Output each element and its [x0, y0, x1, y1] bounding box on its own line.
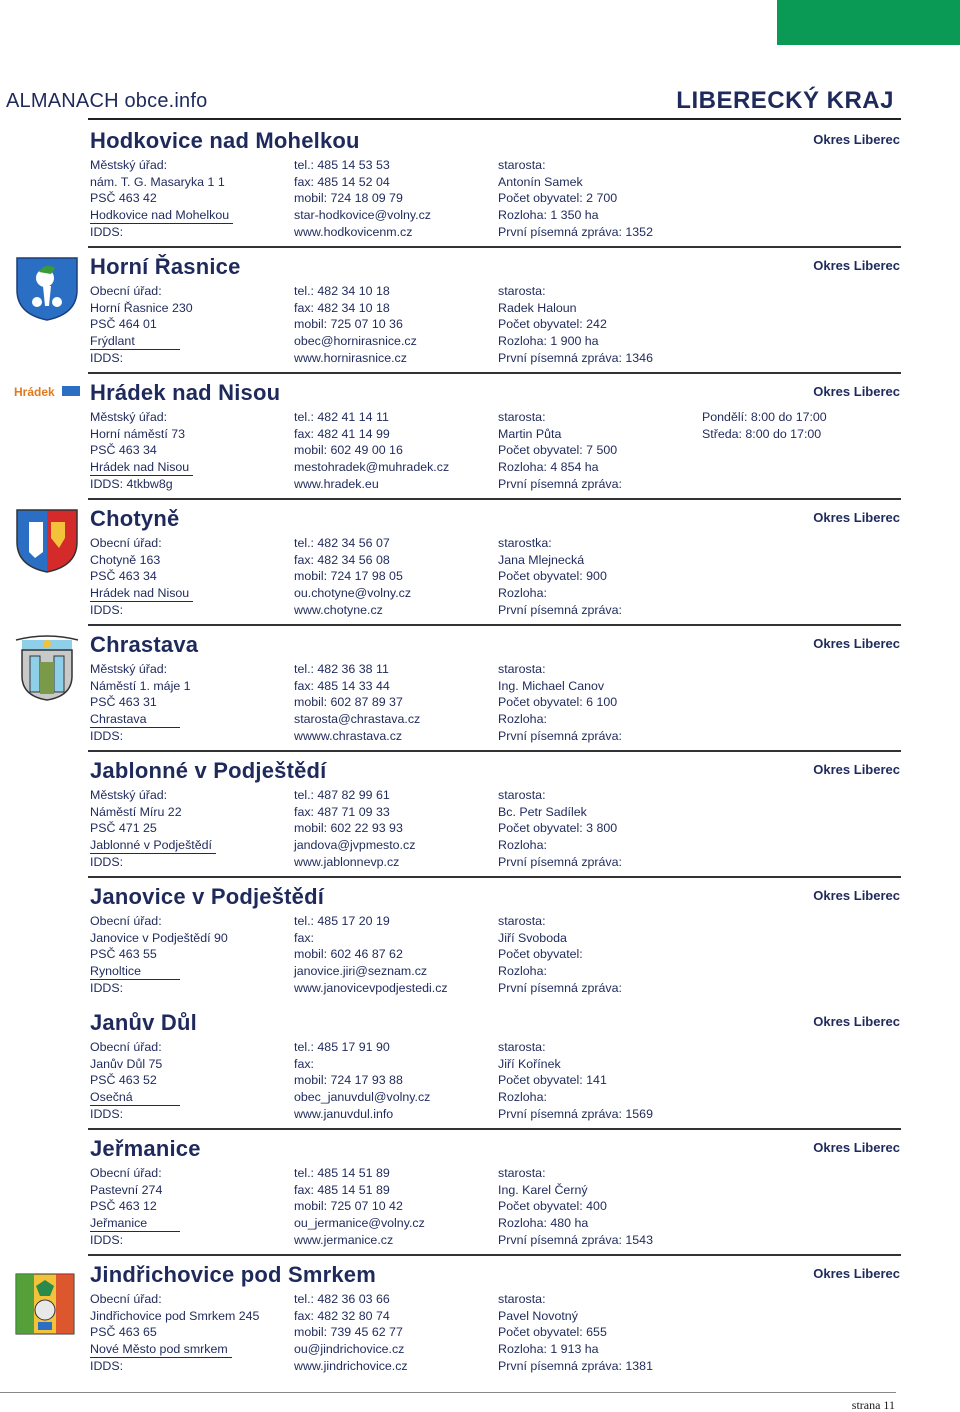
phone: tel.: 487 82 99 61 — [294, 788, 390, 802]
area: Rozloha: 480 ha — [498, 1216, 589, 1231]
phone: tel.: 482 36 38 11 — [294, 662, 389, 676]
contact-column — [294, 913, 494, 996]
entry-rule — [88, 876, 901, 878]
area: Rozloha: 1 350 ha — [498, 208, 599, 223]
street: Chotyně 163 — [90, 552, 161, 567]
address-column — [90, 409, 280, 492]
top-accent-bar — [777, 0, 960, 45]
mayor-label: starostka: — [498, 536, 552, 550]
postal-code: PSČ 464 01 — [90, 317, 157, 332]
entry-okres: Okres Liberec — [813, 384, 900, 399]
info-column — [498, 1165, 698, 1248]
page-number: strana 11 — [851, 1398, 895, 1412]
phone: tel.: 482 34 56 07 — [294, 536, 390, 550]
entry-horni-rasnice — [0, 246, 960, 372]
entry-januv-dul — [0, 1002, 960, 1128]
web-link[interactable]: www.hodkovicenm.cz — [294, 224, 413, 239]
mobile: mobil: 725 07 10 42 — [294, 1199, 403, 1214]
entry-jablonne — [0, 750, 960, 876]
town-logo-icon — [12, 380, 82, 402]
info-column — [498, 1291, 698, 1374]
mayor-name: Antonín Samek — [498, 174, 583, 189]
post-office: Jablonné v Podještědí — [90, 838, 216, 854]
mayor-name: Radek Haloun — [498, 300, 577, 315]
mobile: mobil: 602 46 87 62 — [294, 947, 403, 962]
email-link[interactable]: obec_januvdul@volny.cz — [294, 1090, 431, 1105]
area: Rozloha: 1 900 ha — [498, 334, 599, 349]
entry-hradek — [0, 372, 960, 498]
entry-name: Hrádek nad Nisou — [90, 380, 281, 405]
entry-rule — [88, 1254, 901, 1256]
almanach-title: ALMANACH obce.info — [6, 90, 208, 112]
address-column — [90, 157, 280, 240]
mobile: mobil: 602 49 00 16 — [294, 443, 403, 458]
mayor-name: Pavel Novotný — [498, 1308, 578, 1323]
contact-column — [294, 535, 494, 618]
office-type: Obecní úřad: — [90, 1292, 162, 1306]
mayor-label: starosta: — [498, 158, 546, 172]
mayor-label: starosta: — [498, 914, 546, 928]
entry-janovice — [0, 876, 960, 1002]
idds: IDDS: 4tkbw8g — [90, 476, 173, 491]
entry-okres: Okres Liberec — [813, 636, 900, 651]
email-link[interactable]: ou.chotyne@volny.cz — [294, 586, 412, 601]
area: Rozloha: — [498, 964, 547, 979]
entry-name: Hodkovice nad Mohelkou — [90, 128, 360, 153]
entry-name: Horní Řasnice — [90, 254, 241, 279]
idds: IDDS: — [90, 1106, 124, 1121]
fax: fax: 482 34 56 08 — [294, 552, 390, 567]
area: Rozloha: — [498, 586, 547, 601]
entry-okres: Okres Liberec — [813, 258, 900, 273]
idds: IDDS: — [90, 1358, 124, 1373]
footer-rule — [0, 1392, 896, 1393]
population: Počet obyvatel: 655 — [498, 1325, 607, 1340]
contact-column — [294, 1039, 494, 1122]
postal-code: PSČ 463 34 — [90, 443, 157, 458]
address-column — [90, 535, 280, 618]
coat-of-arms-icon — [15, 256, 79, 322]
phone: tel.: 482 34 10 18 — [294, 284, 390, 298]
office-type: Obecní úřad: — [90, 536, 162, 550]
phone: tel.: 485 14 53 53 — [294, 158, 390, 172]
address-column — [90, 1291, 280, 1374]
entry-rule — [88, 498, 901, 500]
email-link[interactable]: ou@jindrichovice.cz — [294, 1342, 405, 1357]
idds: IDDS: — [90, 980, 124, 995]
entry-okres: Okres Liberec — [813, 1266, 900, 1281]
info-column — [498, 1039, 698, 1122]
info-column — [498, 913, 698, 996]
mayor-name: Jiří Kořínek — [498, 1056, 561, 1071]
entry-name: Jablonné v Podještědí — [90, 758, 327, 783]
entry-okres: Okres Liberec — [813, 888, 900, 903]
fax: fax: 482 32 80 74 — [294, 1308, 390, 1323]
population: Počet obyvatel: 3 800 — [498, 821, 618, 836]
post-office: Rynoltice — [90, 964, 180, 980]
office-hours-column — [702, 409, 902, 442]
info-column — [498, 157, 698, 240]
population: Počet obyvatel: 7 500 — [498, 443, 618, 458]
population: Počet obyvatel: 6 100 — [498, 695, 618, 710]
post-office: Chrastava — [90, 712, 180, 728]
area: Rozloha: 1 913 ha — [498, 1342, 599, 1357]
area: Rozloha: 4 854 ha — [498, 460, 599, 475]
idds: IDDS: — [90, 350, 124, 365]
mobile: mobil: 602 87 89 37 — [294, 695, 403, 710]
address-column — [90, 283, 280, 366]
entry-name: Janovice v Podještědí — [90, 884, 325, 909]
first-mention: První písemná zpráva: — [498, 476, 622, 491]
mobile: mobil: 724 17 98 05 — [294, 569, 403, 584]
address-column — [90, 913, 280, 996]
fax: fax: 485 14 33 44 — [294, 678, 390, 693]
email-link[interactable]: ou_jermanice@volny.cz — [294, 1216, 425, 1231]
phone: tel.: 485 17 20 19 — [294, 914, 390, 928]
first-mention: První písemná zpráva: — [498, 602, 622, 617]
postal-code: PSČ 471 25 — [90, 821, 157, 836]
office-type: Obecní úřad: — [90, 284, 162, 298]
first-mention: První písemná zpráva: 1352 — [498, 224, 653, 239]
population: Počet obyvatel: 141 — [498, 1073, 607, 1088]
web-link[interactable]: www.chotyne.cz — [294, 602, 383, 617]
post-office: Hrádek nad Nisou — [90, 460, 193, 476]
post-office: Hodkovice nad Mohelkou — [90, 208, 233, 224]
entry-okres: Okres Liberec — [813, 762, 900, 777]
entry-rule — [88, 750, 901, 752]
first-mention: První písemná zpráva: 1381 — [498, 1358, 653, 1373]
first-mention: První písemná zpráva: — [498, 728, 622, 743]
street: nám. T. G. Masaryka 1 1 — [90, 174, 225, 189]
population: Počet obyvatel: 2 700 — [498, 191, 618, 206]
contact-column — [294, 1165, 494, 1248]
post-office: Hrádek nad Nisou — [90, 586, 193, 602]
web-link[interactable]: www.jablonnevp.cz — [294, 854, 400, 869]
mayor-label: starosta: — [498, 1292, 546, 1306]
area: Rozloha: — [498, 1090, 547, 1105]
office-hours-monday: Pondělí: 8:00 do 17:00 — [702, 410, 827, 424]
entry-okres: Okres Liberec — [813, 1140, 900, 1155]
web-link[interactable]: www.januvdul.info — [294, 1106, 394, 1121]
office-type: Městský úřad: — [90, 662, 168, 676]
info-column — [498, 283, 698, 366]
street: Horní Řasnice 230 — [90, 300, 193, 315]
web-link[interactable]: www.jindrichovice.cz — [294, 1358, 408, 1373]
post-office: Osečná — [90, 1090, 180, 1106]
entry-chrastava — [0, 624, 960, 750]
contact-column — [294, 787, 494, 870]
street: Náměstí Míru 22 — [90, 804, 182, 819]
fax: fax: 482 41 14 99 — [294, 426, 390, 441]
contact-column — [294, 157, 494, 240]
entry-name: Chrastava — [90, 632, 199, 657]
web-link[interactable]: www.janovicevpodjestedi.cz — [294, 980, 448, 995]
post-office: Frýdlant — [90, 334, 180, 350]
email-link[interactable]: star-hodkovice@volny.cz — [294, 208, 431, 223]
first-mention: První písemná zpráva: 1346 — [498, 350, 653, 365]
postal-code: PSČ 463 12 — [90, 1199, 157, 1214]
entry-rule — [88, 1128, 901, 1130]
office-type: Městský úřad: — [90, 788, 168, 802]
entry-jermanice — [0, 1128, 960, 1254]
office-type: Městský úřad: — [90, 410, 168, 424]
area: Rozloha: — [498, 712, 547, 727]
phone: tel.: 485 14 51 89 — [294, 1166, 390, 1180]
street: Janův Důl 75 — [90, 1056, 163, 1071]
population: Počet obyvatel: 242 — [498, 317, 607, 332]
info-column — [498, 787, 698, 870]
post-office: Nové Město pod smrkem — [90, 1342, 232, 1358]
email-link[interactable]: jandova@jvpmesto.cz — [294, 838, 416, 853]
logo-text: Hrádek — [14, 385, 55, 399]
phone: tel.: 482 36 03 66 — [294, 1292, 390, 1306]
office-type: Městský úřad: — [90, 158, 168, 172]
email-link[interactable]: starosta@chrastava.cz — [294, 712, 421, 727]
mayor-name: Jana Mlejnecká — [498, 552, 585, 567]
phone: tel.: 482 41 14 11 — [294, 410, 389, 424]
entry-rule — [88, 624, 901, 626]
contact-column — [294, 283, 494, 366]
mobile: mobil: 602 22 93 93 — [294, 821, 403, 836]
fax: fax: 482 34 10 18 — [294, 300, 390, 315]
idds: IDDS: — [90, 728, 124, 743]
contact-column — [294, 1291, 494, 1374]
email-link[interactable]: mestohradek@muhradek.cz — [294, 460, 450, 475]
fax: fax: — [294, 1056, 314, 1071]
entry-okres: Okres Liberec — [813, 510, 900, 525]
idds: IDDS: — [90, 602, 124, 617]
coat-of-arms-icon — [14, 632, 80, 702]
info-column — [498, 535, 698, 618]
office-type: Obecní úřad: — [90, 914, 162, 928]
contact-column — [294, 409, 494, 492]
entry-name: Jeřmanice — [90, 1136, 201, 1161]
mayor-label: starosta: — [498, 1040, 546, 1054]
mayor-label: starosta: — [498, 788, 546, 802]
web-link[interactable]: www.hradek.eu — [294, 476, 379, 491]
street: Horní náměstí 73 — [90, 426, 186, 441]
address-column — [90, 787, 280, 870]
mayor-name: Jiří Svoboda — [498, 930, 567, 945]
fax: fax: 487 71 09 33 — [294, 804, 390, 819]
office-type: Obecní úřad: — [90, 1166, 162, 1180]
mayor-name: Ing. Michael Canov — [498, 678, 605, 693]
idds: IDDS: — [90, 1232, 124, 1247]
info-column — [498, 661, 698, 744]
mobile: mobil: 725 07 10 36 — [294, 317, 403, 332]
street: Pastevní 274 — [90, 1182, 163, 1197]
area: Rozloha: — [498, 838, 547, 853]
mayor-label: starosta: — [498, 410, 546, 424]
coat-of-arms-icon — [15, 508, 79, 574]
mayor-name: Bc. Petr Sadílek — [498, 804, 587, 819]
mobile: mobil: 739 45 62 77 — [294, 1325, 403, 1340]
street: Janovice v Podještědí 90 — [90, 930, 228, 945]
address-column — [90, 1039, 280, 1122]
mayor-name: Ing. Karel Černý — [498, 1182, 588, 1197]
info-column — [498, 409, 698, 492]
entry-name: Janův Důl — [90, 1010, 197, 1035]
first-mention: První písemná zpráva: — [498, 980, 622, 995]
idds: IDDS: — [90, 224, 124, 239]
web-link[interactable]: www.hornirasnice.cz — [294, 350, 407, 365]
coat-of-arms-icon — [14, 1272, 76, 1336]
phone: tel.: 485 17 91 90 — [294, 1040, 390, 1054]
idds: IDDS: — [90, 854, 124, 869]
fax: fax: — [294, 930, 314, 945]
contact-column — [294, 661, 494, 744]
entry-hodkovice — [0, 120, 960, 246]
population: Počet obyvatel: 400 — [498, 1199, 607, 1214]
region-title: LIBERECKÝ KRAJ — [676, 87, 894, 114]
web-link[interactable]: www.jermanice.cz — [294, 1232, 394, 1247]
entry-okres: Okres Liberec — [813, 132, 900, 147]
post-office: Jeřmanice — [90, 1216, 180, 1232]
postal-code: PSČ 463 31 — [90, 695, 157, 710]
street: Náměstí 1. máje 1 — [90, 678, 191, 693]
first-mention: První písemná zpráva: 1569 — [498, 1106, 653, 1121]
postal-code: PSČ 463 34 — [90, 569, 157, 584]
fax: fax: 485 14 52 04 — [294, 174, 390, 189]
mayor-name: Martin Půta — [498, 426, 562, 441]
mayor-label: starosta: — [498, 1166, 546, 1180]
mobile: mobil: 724 17 93 88 — [294, 1073, 403, 1088]
email-link[interactable]: obec@hornirasnice.cz — [294, 334, 417, 349]
entry-name: Jindřichovice pod Smrkem — [90, 1262, 376, 1287]
entry-okres: Okres Liberec — [813, 1014, 900, 1029]
web-link[interactable]: wwww.chrastava.cz — [294, 728, 403, 743]
entry-chotyne — [0, 498, 960, 624]
entry-jindrichovice — [0, 1254, 960, 1380]
entry-rule — [88, 246, 901, 248]
first-mention: První písemná zpráva: — [498, 854, 622, 869]
postal-code: PSČ 463 55 — [90, 947, 157, 962]
fax: fax: 485 14 51 89 — [294, 1182, 390, 1197]
population: Počet obyvatel: — [498, 947, 583, 962]
first-mention: První písemná zpráva: 1543 — [498, 1232, 653, 1247]
mayor-label: starosta: — [498, 284, 546, 298]
postal-code: PSČ 463 65 — [90, 1325, 157, 1340]
street: Jindřichovice pod Smrkem 245 — [90, 1308, 260, 1323]
email-link[interactable]: janovice.jiri@seznam.cz — [294, 964, 428, 979]
mayor-label: starosta: — [498, 662, 546, 676]
entry-name: Chotyně — [90, 506, 180, 531]
office-hours-wednesday: Středa: 8:00 do 17:00 — [702, 426, 822, 441]
postal-code: PSČ 463 42 — [90, 191, 157, 206]
mobile: mobil: 724 18 09 79 — [294, 191, 403, 206]
postal-code: PSČ 463 52 — [90, 1073, 157, 1088]
population: Počet obyvatel: 900 — [498, 569, 607, 584]
address-column — [90, 661, 280, 744]
entry-rule — [88, 372, 901, 374]
office-type: Obecní úřad: — [90, 1040, 162, 1054]
address-column — [90, 1165, 280, 1248]
